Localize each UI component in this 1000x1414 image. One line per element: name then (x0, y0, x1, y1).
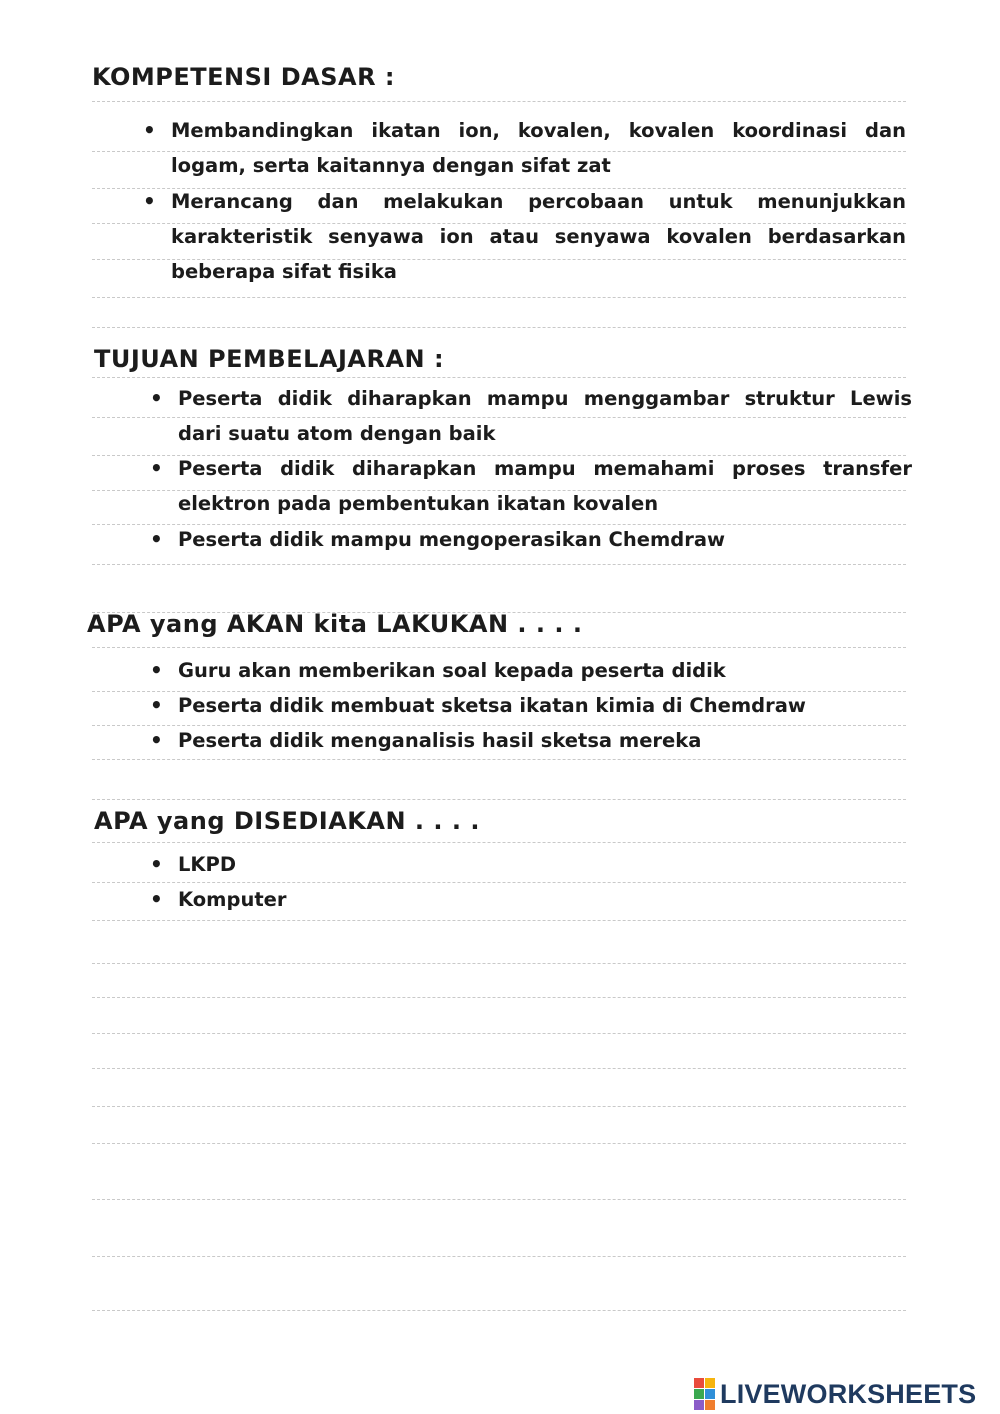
rule-line (92, 963, 906, 964)
rule-line (92, 759, 906, 760)
rule-line (92, 1068, 906, 1069)
item-line: dari suatu atom dengan baik (178, 422, 496, 445)
apa-dilakukan-heading: APA yang AKAN kita LAKUKAN . . . . (87, 610, 583, 638)
rule-line (92, 920, 906, 921)
tujuan-item (150, 451, 912, 521)
logo-square (694, 1378, 704, 1388)
rule-line (92, 799, 906, 800)
tujuan-item (150, 522, 912, 557)
bullet-icon: • (150, 527, 163, 551)
item-line: Peserta didik membuat sketsa ikatan kimia di Chemdraw (178, 694, 806, 717)
kompetensi-item (143, 113, 906, 183)
rule-line (92, 377, 906, 378)
rule-line (92, 1310, 906, 1311)
bullet-icon: • (150, 728, 163, 752)
rule-line (92, 647, 906, 648)
item-line: Peserta didik diharapkan mampu menggambar struktur Lewis (178, 387, 912, 410)
disediakan-item (150, 847, 912, 882)
item-line: Peserta didik diharapkan mampu memahami proses transfer (178, 457, 912, 480)
bullet-icon: • (150, 386, 163, 410)
rule-line (92, 1256, 906, 1257)
logo-square (705, 1389, 715, 1399)
bullet-icon: • (150, 456, 163, 480)
logo-square (705, 1400, 715, 1410)
item-line: Komputer (178, 888, 287, 911)
liveworksheets-logo (694, 1377, 976, 1411)
logo-square (694, 1389, 704, 1399)
rule-line (92, 1033, 906, 1034)
item-line: beberapa sifat fisika (171, 260, 397, 283)
rule-line (92, 997, 906, 998)
item-line: logam, serta kaitannya dengan sifat zat (171, 154, 611, 177)
rule-line (92, 842, 906, 843)
rule-line (92, 1106, 906, 1107)
item-line: Merancang dan melakukan percobaan untuk menunjukkan (171, 190, 906, 213)
item-line: Peserta didik menganalisis hasil sketsa mereka (178, 729, 702, 752)
rule-line (92, 564, 906, 565)
disediakan-item (150, 882, 912, 917)
rule-line (92, 1199, 906, 1200)
bullet-icon: • (150, 887, 163, 911)
tujuan-item (150, 381, 912, 451)
item-line: Guru akan memberikan soal kepada peserta didik (178, 659, 726, 682)
logo-square (694, 1400, 704, 1410)
item-line: LKPD (178, 853, 237, 876)
bullet-icon: • (150, 693, 163, 717)
liveworksheets-text: LIVEWORKSHEETS (720, 1378, 977, 1409)
apa-disediakan-heading: APA yang DISEDIAKAN . . . . (94, 807, 480, 835)
dilakukan-item (150, 653, 912, 688)
tujuan-pembelajaran-heading: TUJUAN PEMBELAJARAN : (94, 345, 445, 373)
dilakukan-item (150, 723, 912, 758)
rule-line (92, 327, 906, 328)
bullet-icon: • (150, 852, 163, 876)
liveworksheets-mark-icon (694, 1378, 715, 1410)
kompetensi-item (143, 184, 906, 289)
item-line: Membandingkan ikatan ion, kovalen, kovalen koordinasi dan (171, 119, 906, 142)
bullet-icon: • (143, 189, 156, 213)
rule-line (92, 1143, 906, 1144)
item-line: Peserta didik mampu mengoperasikan Chemdraw (178, 528, 726, 551)
item-line: elektron pada pembentukan ikatan kovalen (178, 492, 659, 515)
rule-line (92, 101, 906, 102)
bullet-icon: • (150, 658, 163, 682)
logo-square (705, 1378, 715, 1388)
item-line: karakteristik senyawa ion atau senyawa kovalen berdasarkan (171, 225, 906, 248)
rule-line (92, 297, 906, 298)
dilakukan-item (150, 688, 912, 723)
bullet-icon: • (143, 118, 156, 142)
kompetensi-dasar-heading: KOMPETENSI DASAR : (92, 63, 395, 91)
